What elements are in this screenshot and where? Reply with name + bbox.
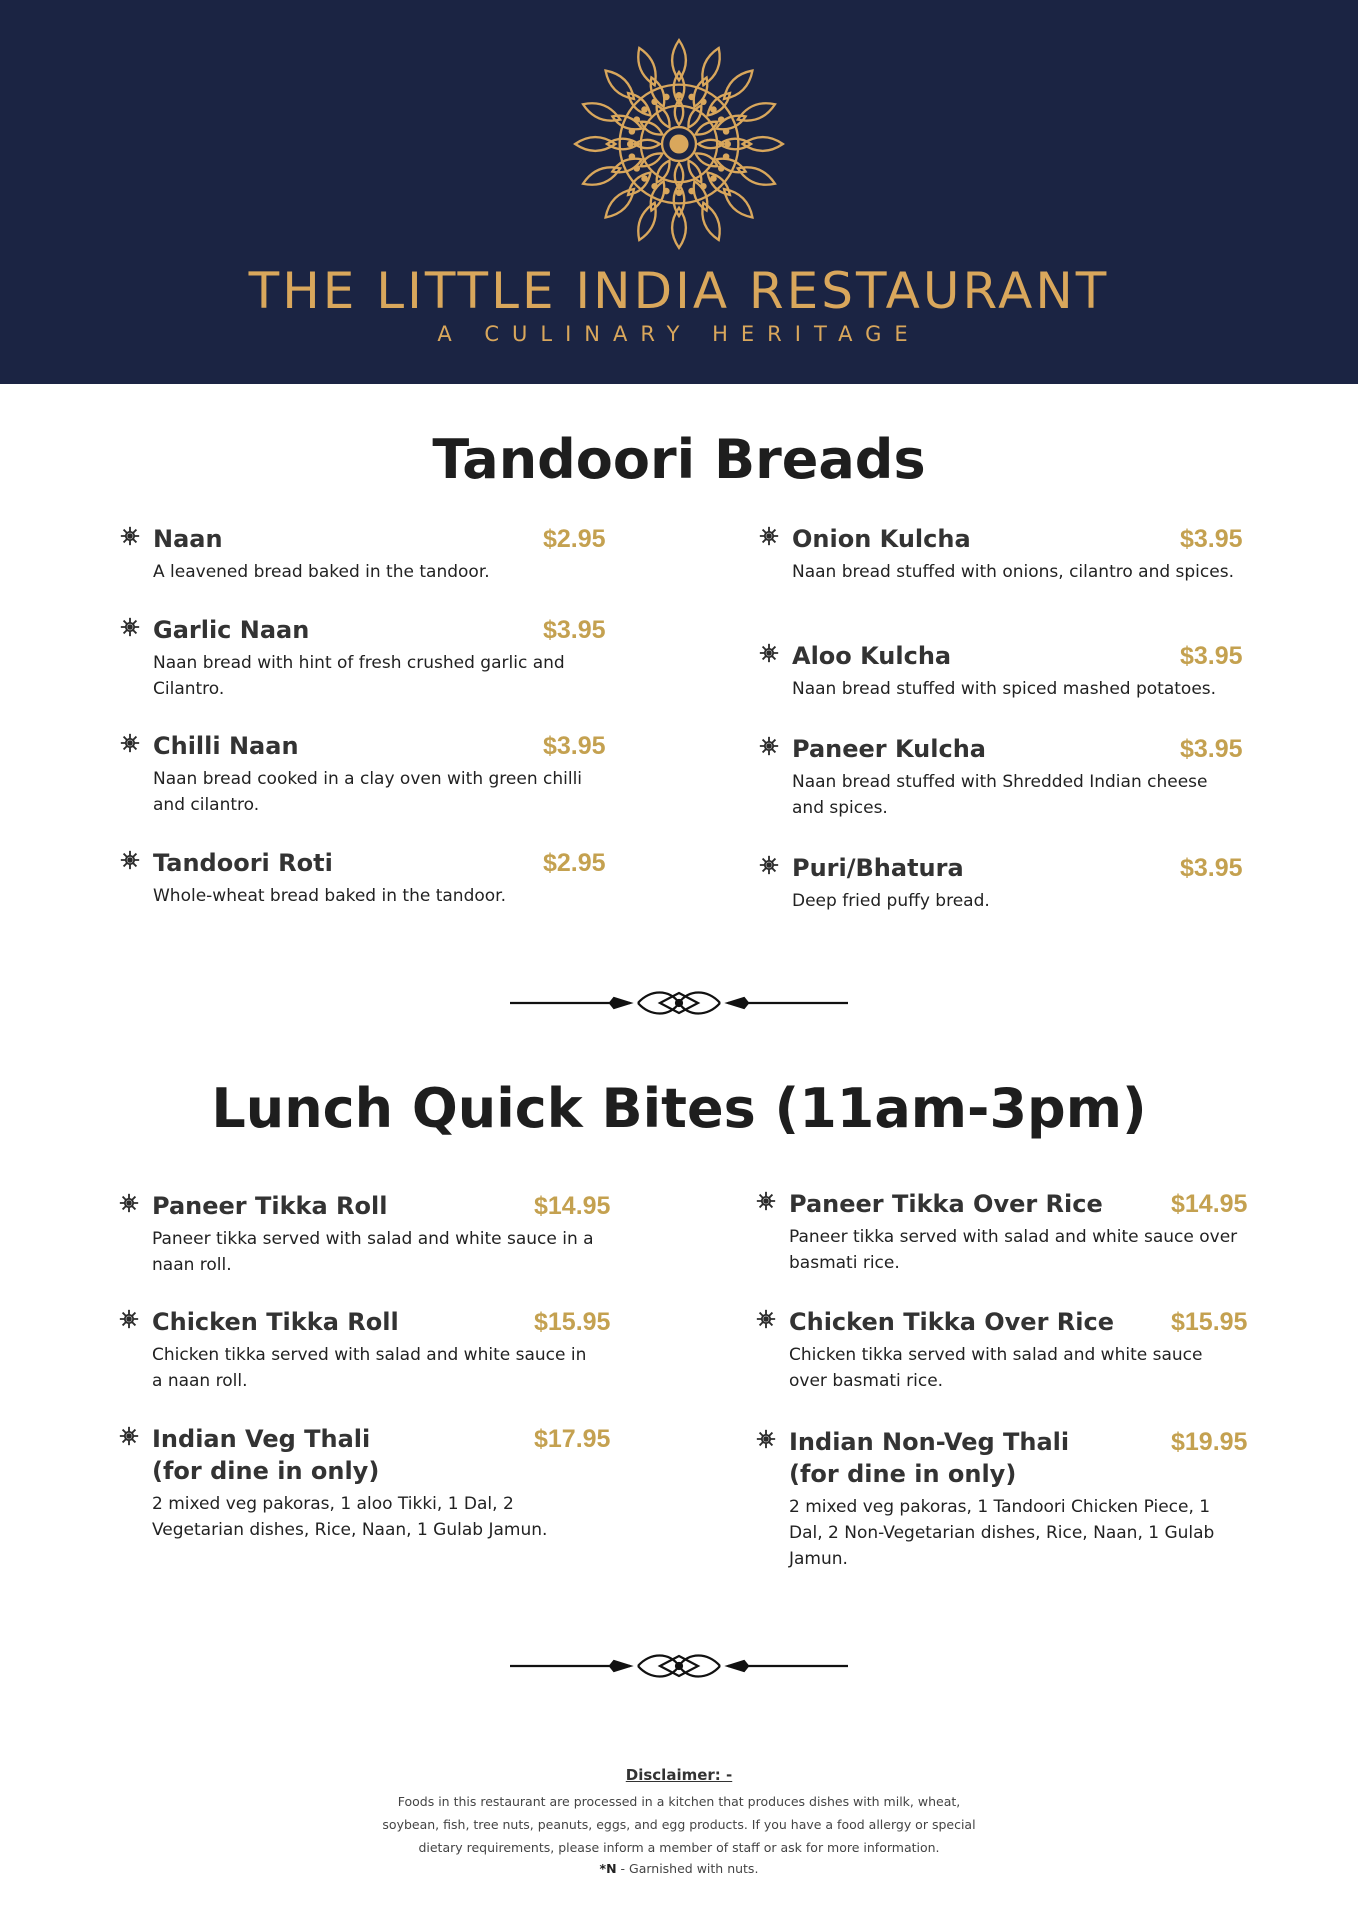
sparkle-star-icon — [119, 849, 141, 871]
item-description: 2 mixed veg pakoras, 1 Tandoori Chicken Piece, 1 Dal, 2 Non-Vegetarian dishes, Rice, Naan, 1 Gulab Jamun. — [789, 1497, 1215, 1569]
restaurant-name: THE LITTLE INDIA RESTAURANT — [248, 262, 1110, 320]
menu-item — [792, 523, 1242, 585]
sparkle-star-icon — [755, 1308, 777, 1330]
sparkle-star-icon — [119, 616, 141, 638]
sparkle-star-icon — [119, 732, 141, 754]
item-description: Paneer tikka served with salad and white sauce over basmati rice. — [789, 1227, 1238, 1273]
item-name: Paneer Tikka Over Rice — [789, 1190, 1103, 1218]
menu-item — [789, 1188, 1248, 1276]
item-name: Aloo Kulcha — [792, 642, 952, 670]
sparkle-star-icon — [758, 854, 780, 876]
disclaimer-text: Foods in this restaurant are processed in a kitchen that produces dishes with milk, wheat, soybean, fish, tree nuts, peanuts, eggs, and egg products. If you have a food allergy or special dietary requirements, please inform a member of staff or ask for more information. — [382, 1794, 976, 1855]
item-description: Naan bread stuffed with onions, cilantro and spices. — [792, 562, 1234, 582]
menu-item — [792, 640, 1242, 702]
item-name: Chilli Naan — [153, 732, 299, 760]
item-price: $3.95 — [1180, 854, 1243, 882]
item-description: Paneer tikka served with salad and white sauce in a naan roll. — [152, 1229, 594, 1275]
item-description: A leavened bread baked in the tandoor. — [153, 562, 490, 582]
mandala-icon — [573, 38, 785, 250]
menu-item — [153, 523, 606, 585]
item-name: Chicken Tikka Over Rice — [789, 1308, 1114, 1336]
nuts-note-mark: *N — [599, 1861, 617, 1876]
item-name: Paneer Kulcha — [792, 735, 986, 763]
item-description: Naan bread with hint of fresh crushed garlic and Cilantro. — [153, 653, 565, 699]
menu-item — [789, 1426, 1248, 1572]
item-name: Paneer Tikka Roll — [152, 1192, 388, 1220]
section-title-lunch-quick-bites: Lunch Quick Bites (11am-3pm) — [211, 1077, 1147, 1140]
nuts-note-text: - Garnished with nuts. — [616, 1861, 759, 1876]
item-name: Indian Veg Thali (for dine in only) — [152, 1425, 380, 1485]
item-price: $3.95 — [543, 732, 606, 760]
item-description: Whole-wheat bread baked in the tandoor. — [153, 886, 506, 906]
item-price: $3.95 — [1180, 735, 1243, 763]
item-name: Indian Non-Veg Thali (for dine in only) — [789, 1428, 1070, 1488]
item-description: Naan bread cooked in a clay oven with green chilli and cilantro. — [153, 769, 583, 815]
menu-item — [792, 852, 1242, 914]
item-price: $14.95 — [1171, 1190, 1248, 1218]
item-description: Naan bread stuffed with spiced mashed potatoes. — [792, 679, 1217, 699]
disclaimer-title: Disclaimer: - — [625, 1766, 733, 1784]
item-price: $3.95 — [1180, 525, 1243, 553]
item-description: Naan bread stuffed with Shredded Indian cheese and spices. — [792, 772, 1208, 818]
sparkle-star-icon — [755, 1190, 777, 1212]
disclaimer — [370, 1766, 988, 1876]
sparkle-star-icon — [118, 1192, 140, 1214]
nuts-note — [370, 1861, 988, 1876]
sparkle-star-icon — [755, 1428, 777, 1450]
item-name: Tandoori Roti — [153, 849, 333, 877]
item-price: $14.95 — [534, 1192, 611, 1220]
section-title-tandoori-breads: Tandoori Breads — [432, 428, 926, 491]
header-banner — [0, 0, 1358, 384]
item-price: $2.95 — [543, 525, 606, 553]
item-description: Chicken tikka served with salad and white sauce in a naan roll. — [152, 1345, 587, 1391]
item-name: Naan — [153, 525, 223, 553]
item-name: Chicken Tikka Roll — [152, 1308, 399, 1336]
item-price: $3.95 — [1180, 642, 1243, 670]
menu-item — [789, 1306, 1248, 1394]
sparkle-star-icon — [758, 735, 780, 757]
sparkle-star-icon — [758, 525, 780, 547]
menu-item — [152, 1423, 611, 1543]
item-price: $2.95 — [543, 849, 606, 877]
sparkle-star-icon — [119, 525, 141, 547]
menu-item — [792, 733, 1242, 821]
menu-item — [152, 1190, 611, 1278]
sparkle-star-icon — [118, 1425, 140, 1447]
restaurant-tagline: A CULINARY HERITAGE — [437, 322, 921, 346]
item-price: $15.95 — [1171, 1308, 1248, 1336]
item-name: Puri/Bhatura — [792, 854, 964, 882]
ornamental-divider-icon — [510, 985, 848, 1021]
item-price: $17.95 — [534, 1425, 611, 1453]
menu-item — [153, 847, 606, 909]
menu-item — [153, 614, 606, 702]
menu-item — [152, 1306, 611, 1394]
item-name: Onion Kulcha — [792, 525, 971, 553]
sparkle-star-icon — [758, 642, 780, 664]
item-price: $15.95 — [534, 1308, 611, 1336]
item-description: Deep fried puffy bread. — [792, 891, 990, 911]
item-price: $3.95 — [543, 616, 606, 644]
ornamental-divider-icon — [510, 1648, 848, 1684]
item-description: Chicken tikka served with salad and white sauce over basmati rice. — [789, 1345, 1203, 1391]
item-description: 2 mixed veg pakoras, 1 aloo Tikki, 1 Dal, 2 Vegetarian dishes, Rice, Naan, 1 Gulab Jamun. — [152, 1494, 548, 1540]
sparkle-star-icon — [118, 1308, 140, 1330]
menu-item — [153, 730, 606, 818]
item-name: Garlic Naan — [153, 616, 310, 644]
item-price: $19.95 — [1171, 1428, 1248, 1456]
